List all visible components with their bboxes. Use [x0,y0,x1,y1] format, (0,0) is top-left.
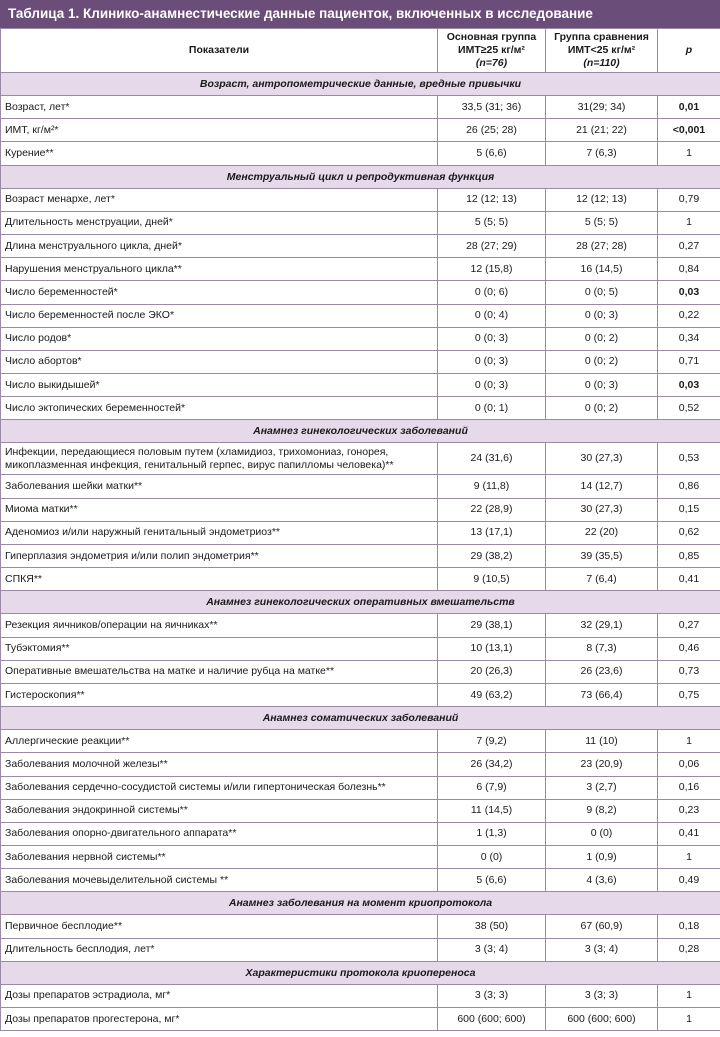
p-value: 0,03 [658,374,720,397]
header-comparison-group-n: (n=110) [583,57,620,69]
table-row [1,776,720,799]
table-row [1,327,720,350]
comparison-group-value: 0 (0) [546,822,658,845]
p-value: 0,01 [658,96,720,119]
comparison-group-value: 3 (2,7) [546,776,658,799]
comparison-group-value: 0 (0; 3) [546,374,658,397]
table-row [1,142,720,165]
main-group-value: 5 (5; 5) [438,211,546,234]
row-label: Дозы препаратов прогестерона, мг* [1,1008,438,1031]
table-row [1,374,720,397]
comparison-group-value: 0 (0; 3) [546,304,658,327]
comparison-group-value: 30 (27,3) [546,498,658,521]
table-row [1,521,720,544]
p-value: 0,06 [658,753,720,776]
header-p-value: p [658,29,720,73]
p-value: 0,41 [658,568,720,591]
table-row [1,614,720,637]
p-value: 0,18 [658,915,720,938]
comparison-group-value: 8 (7,3) [546,637,658,660]
main-group-value: 28 (27; 29) [438,234,546,257]
header-main-group-name: Основная группа [446,31,537,43]
main-group-value: 20 (26,3) [438,660,546,683]
table-row [1,96,720,119]
comparison-group-value: 3 (3; 3) [546,984,658,1007]
table-row [1,984,720,1007]
main-group-value: 3 (3; 4) [438,938,546,961]
comparison-group-value: 30 (27,3) [546,443,658,475]
row-label: Аллергические реакции** [1,730,438,753]
p-value: 0,84 [658,258,720,281]
table-body [1,73,720,1031]
table-row [1,637,720,660]
main-group-value: 0 (0; 3) [438,327,546,350]
comparison-group-value: 16 (14,5) [546,258,658,281]
main-group-value: 22 (28,9) [438,498,546,521]
row-label: Число родов* [1,327,438,350]
row-label: Миома матки** [1,498,438,521]
main-group-value: 9 (10,5) [438,568,546,591]
row-label: Заболевания мочевыделительной системы ** [1,869,438,892]
header-comparison-group-name: Группа сравнения [554,31,649,43]
section-header-row [1,420,720,443]
main-group-value: 49 (63,2) [438,683,546,706]
table-row [1,119,720,142]
comparison-group-value: 21 (21; 22) [546,119,658,142]
row-label: ИМТ, кг/м²* [1,119,438,142]
comparison-group-value: 0 (0; 2) [546,327,658,350]
comparison-group-value: 14 (12,7) [546,475,658,498]
table-row [1,1008,720,1031]
section-title: Анамнез гинекологических заболеваний [1,420,720,443]
comparison-group-value: 7 (6,4) [546,568,658,591]
p-value: 0,27 [658,234,720,257]
row-label: Возраст, лет* [1,96,438,119]
p-value: <0,001 [658,119,720,142]
row-label: Длительность менструации, дней* [1,211,438,234]
section-title: Анамнез соматических заболеваний [1,707,720,730]
table-row [1,753,720,776]
table-row [1,281,720,304]
main-group-value: 26 (34,2) [438,753,546,776]
header-indicator: Показатели [1,29,438,73]
table-row [1,258,720,281]
p-value: 0,15 [658,498,720,521]
p-value: 0,22 [658,304,720,327]
main-group-value: 600 (600; 600) [438,1008,546,1031]
row-label: Заболевания опорно-двигательного аппарата** [1,822,438,845]
comparison-group-value: 23 (20,9) [546,753,658,776]
section-header-row [1,73,720,96]
p-value: 0,71 [658,350,720,373]
comparison-group-value: 12 (12; 13) [546,188,658,211]
p-value: 0,23 [658,799,720,822]
row-label: Заболевания эндокринной системы** [1,799,438,822]
p-value: 1 [658,730,720,753]
table-row [1,498,720,521]
table-row [1,211,720,234]
row-label: Первичное бесплодие** [1,915,438,938]
row-label: СПКЯ** [1,568,438,591]
p-value: 0,34 [658,327,720,350]
comparison-group-value: 32 (29,1) [546,614,658,637]
p-value: 0,62 [658,521,720,544]
main-group-value: 0 (0) [438,846,546,869]
comparison-group-value: 31(29; 34) [546,96,658,119]
row-label: Тубэктомия** [1,637,438,660]
main-group-value: 5 (6,6) [438,142,546,165]
row-label: Возраст менархе, лет* [1,188,438,211]
p-value: 0,79 [658,188,720,211]
main-group-value: 13 (17,1) [438,521,546,544]
p-value: 1 [658,846,720,869]
p-value: 0,46 [658,637,720,660]
row-label: Длина менструального цикла, дней* [1,234,438,257]
comparison-group-value: 73 (66,4) [546,683,658,706]
p-value: 1 [658,1008,720,1031]
table-row [1,350,720,373]
comparison-group-value: 0 (0; 5) [546,281,658,304]
main-group-value: 6 (7,9) [438,776,546,799]
table-row [1,846,720,869]
main-group-value: 0 (0; 6) [438,281,546,304]
main-group-value: 0 (0; 1) [438,397,546,420]
comparison-group-value: 3 (3; 4) [546,938,658,961]
p-value: 0,27 [658,614,720,637]
main-group-value: 10 (13,1) [438,637,546,660]
row-label: Нарушения менструального цикла** [1,258,438,281]
comparison-group-value: 4 (3,6) [546,869,658,892]
p-value: 0,75 [658,683,720,706]
table-row [1,660,720,683]
comparison-group-value: 0 (0; 2) [546,397,658,420]
row-label: Заболевания нервной системы** [1,846,438,869]
comparison-group-value: 9 (8,2) [546,799,658,822]
comparison-group-value: 0 (0; 2) [546,350,658,373]
main-group-value: 7 (9,2) [438,730,546,753]
section-title: Менструальный цикл и репродуктивная функция [1,165,720,188]
header-comparison-group-bmi: ИМТ<25 кг/м² [567,44,636,56]
table-row [1,683,720,706]
p-value: 0,86 [658,475,720,498]
p-value: 0,41 [658,822,720,845]
section-header-row [1,707,720,730]
p-value: 0,85 [658,545,720,568]
main-group-value: 11 (14,5) [438,799,546,822]
main-group-value: 0 (0; 3) [438,374,546,397]
section-header-row [1,892,720,915]
header-main-group [438,29,546,73]
comparison-group-value: 39 (35,5) [546,545,658,568]
row-label: Заболевания молочной железы** [1,753,438,776]
row-label: Гиперплазия эндометрия и/или полип эндометрия** [1,545,438,568]
table-row [1,397,720,420]
table-row [1,545,720,568]
p-value: 0,73 [658,660,720,683]
main-group-value: 29 (38,1) [438,614,546,637]
section-title: Характеристики протокола криопереноса [1,961,720,984]
comparison-group-value: 5 (5; 5) [546,211,658,234]
comparison-group-value: 26 (23,6) [546,660,658,683]
table-row [1,443,720,475]
p-value: 0,52 [658,397,720,420]
main-group-value: 0 (0; 4) [438,304,546,327]
section-title: Анамнез заболевания на момент криопротокола [1,892,720,915]
row-label: Оперативные вмешательства на матке и наличие рубца на матке** [1,660,438,683]
row-label: Курение** [1,142,438,165]
main-group-value: 26 (25; 28) [438,119,546,142]
row-label: Заболевания шейки матки** [1,475,438,498]
section-header-row [1,591,720,614]
main-group-value: 33,5 (31; 36) [438,96,546,119]
table-row [1,234,720,257]
section-title: Анамнез гинекологических оперативных вмешательств [1,591,720,614]
table-row [1,822,720,845]
comparison-group-value: 7 (6,3) [546,142,658,165]
comparison-group-value: 11 (10) [546,730,658,753]
header-comparison-group [546,29,658,73]
row-label: Число эктопических беременностей* [1,397,438,420]
table-row [1,304,720,327]
table-row [1,799,720,822]
row-label: Число беременностей* [1,281,438,304]
row-label: Число абортов* [1,350,438,373]
table-row [1,475,720,498]
main-group-value: 12 (15,8) [438,258,546,281]
main-group-value: 29 (38,2) [438,545,546,568]
comparison-group-value: 1 (0,9) [546,846,658,869]
clinical-data-table [0,28,720,1031]
row-label: Число выкидышей* [1,374,438,397]
header-main-group-n: (n=76) [475,57,508,69]
row-label: Инфекции, передающиеся половым путем (хламидиоз, трихомониаз, гонорея, микоплазменная инфекция, генитальный герпес, вирус папилломы человека)** [1,443,438,475]
p-value: 0,28 [658,938,720,961]
table-row [1,568,720,591]
main-group-value: 0 (0; 3) [438,350,546,373]
table-row [1,915,720,938]
main-group-value: 12 (12; 13) [438,188,546,211]
main-group-value: 9 (11,8) [438,475,546,498]
p-value: 0,49 [658,869,720,892]
row-label: Аденомиоз и/или наружный генитальный эндометриоз** [1,521,438,544]
p-value: 1 [658,142,720,165]
comparison-group-value: 28 (27; 28) [546,234,658,257]
row-label: Дозы препаратов эстрадиола, мг* [1,984,438,1007]
section-header-row [1,961,720,984]
row-label: Резекция яичников/операции на яичниках** [1,614,438,637]
row-label: Число беременностей после ЭКО* [1,304,438,327]
p-value: 1 [658,211,720,234]
row-label: Гистероскопия** [1,683,438,706]
row-label: Заболевания сердечно-сосудистой системы и/или гипертоническая болезнь** [1,776,438,799]
row-label: Длительность бесплодия, лет* [1,938,438,961]
table-title: Таблица 1. Клинико-анамнестические данные пациенток, включенных в исследование [0,0,720,28]
table-row [1,869,720,892]
table-row [1,730,720,753]
main-group-value: 24 (31,6) [438,443,546,475]
main-group-value: 38 (50) [438,915,546,938]
table-row [1,938,720,961]
table-header-row [1,29,720,73]
main-group-value: 3 (3; 3) [438,984,546,1007]
main-group-value: 1 (1,3) [438,822,546,845]
comparison-group-value: 600 (600; 600) [546,1008,658,1031]
p-value: 0,03 [658,281,720,304]
p-value: 0,53 [658,443,720,475]
section-title: Возраст, антропометрические данные, вредные привычки [1,73,720,96]
p-value: 0,16 [658,776,720,799]
section-header-row [1,165,720,188]
comparison-group-value: 67 (60,9) [546,915,658,938]
comparison-group-value: 22 (20) [546,521,658,544]
p-value: 1 [658,984,720,1007]
main-group-value: 5 (6,6) [438,869,546,892]
header-main-group-bmi: ИМТ≥25 кг/м² [458,44,525,56]
table-row [1,188,720,211]
